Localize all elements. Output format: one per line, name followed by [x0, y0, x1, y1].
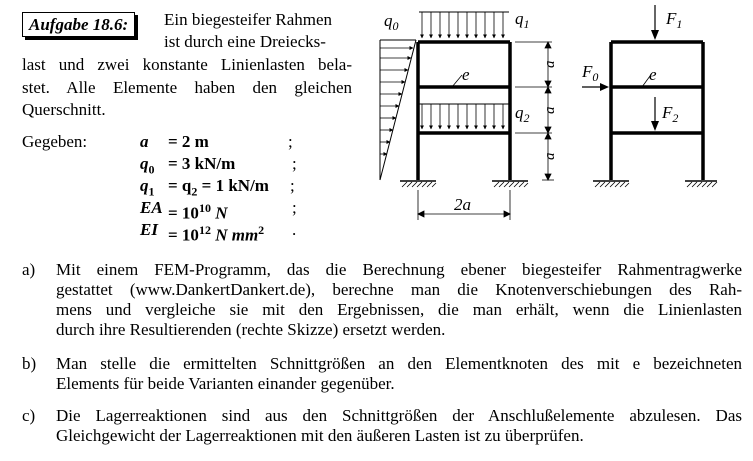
fixed-support-right-right-fig [685, 181, 717, 187]
q0-label: $q_0$ [384, 11, 399, 33]
task-label: Aufgabe 18.6: [22, 12, 135, 37]
part-a-line-1: Mit einem FEM-Programm, das die Berechnung ebener biegesteifer Rahmentragwerke [56, 260, 742, 279]
given-label: Gegeben: [22, 132, 88, 151]
given-end-q0: ; [292, 154, 297, 173]
part-c-label: c) [22, 406, 36, 425]
given-end-ei: . [292, 220, 297, 239]
frame-diagram-resultants [578, 0, 718, 200]
part-c-line-1: Die Lagerreaktionen sind aus den Schnittgrößen der Anschlußelemente abzulesen. Das [56, 406, 742, 425]
dim-2a-label: 2a [454, 195, 471, 214]
f1-label: $F_1$ [666, 9, 683, 31]
dim-a-label-3: a [542, 152, 558, 160]
part-a-line-4: durch ihre Resultierenden (rechte Skizze) ersetzt werden. [56, 320, 446, 339]
frame-members [418, 42, 510, 180]
given-end-ea: ; [292, 198, 297, 217]
f0-label: $F_0$ [582, 62, 599, 84]
q2-label: $q_2$ [515, 103, 530, 125]
given-end-q1: ; [290, 176, 295, 195]
f2-label: $F_2$ [662, 103, 679, 125]
part-a-line-3: mens und vergleiche sie mit den Ergebnissen, die man erhält, wenn die Linienlasten [56, 300, 742, 319]
given-symbol-q1: $q_1$ [140, 176, 155, 199]
force-f1-arrow [651, 5, 659, 40]
given-symbol-q0: $q_0$ [140, 154, 155, 177]
line-load-q2 [419, 104, 509, 129]
frame-members-right [611, 42, 703, 180]
given-symbol-ea: EA [140, 198, 163, 217]
part-a-line-2: gestattet (www.DankertDankert.de), berechne man die Knotenverschiebungen des Rah- [56, 280, 742, 299]
given-value-a: = 2 m [168, 132, 209, 151]
given-symbol-ei: EI [140, 220, 158, 239]
part-c [22, 406, 742, 448]
part-b [22, 354, 742, 396]
fixed-support-left [400, 181, 436, 187]
force-f2-arrow [651, 97, 659, 131]
intro-line-3: last und zwei konstante Linienlasten bela- [22, 55, 352, 74]
force-f0-arrow [582, 83, 609, 91]
line-load-q1 [419, 12, 509, 38]
part-b-line-2: Elements für beide Varianten einander gegenüber. [56, 374, 395, 393]
dim-a-label-1: a [542, 60, 558, 68]
given-value-q1: = $q_2 = 1$ kN/m [168, 176, 269, 199]
part-b-line-1: Man stelle die ermittelten Schnittgrößen an den Elementknoten des mit e bezeichneten [56, 354, 742, 373]
element-e-label-left: e [462, 65, 470, 84]
given-end-a: ; [288, 132, 293, 151]
given-symbol-a: a [140, 132, 149, 151]
frame-diagram-loads [370, 0, 570, 235]
part-a-label: a) [22, 260, 36, 279]
part-a [22, 260, 742, 344]
dim-a-label-2: a [542, 106, 558, 114]
triangular-load-q0 [380, 40, 416, 180]
intro-line-1: Ein biegesteifer Rahmen [164, 10, 333, 29]
intro-line-5: Querschnitt. [22, 100, 106, 119]
element-e-label-right: e [649, 65, 657, 84]
q1-label: $q_1$ [515, 9, 530, 31]
intro-line-4: stet. Alle Elemente haben den gleichen [22, 78, 352, 97]
part-c-line-2: Gleichgewicht der Lagerreaktionen mit den äußeren Lasten ist zu überprüfen. [56, 426, 584, 445]
part-b-label: b) [22, 354, 37, 373]
fixed-support-right [492, 181, 528, 187]
given-value-ei: = $10^{12}$ N $mm^2$ [168, 223, 265, 245]
fixed-support-left-right-fig [593, 181, 629, 187]
given-value-ea: = $10^{10}$ N [168, 201, 228, 223]
given-value-q0: = 3 kN/m [168, 154, 236, 173]
intro-line-2: ist durch eine Dreiecks- [164, 32, 326, 51]
